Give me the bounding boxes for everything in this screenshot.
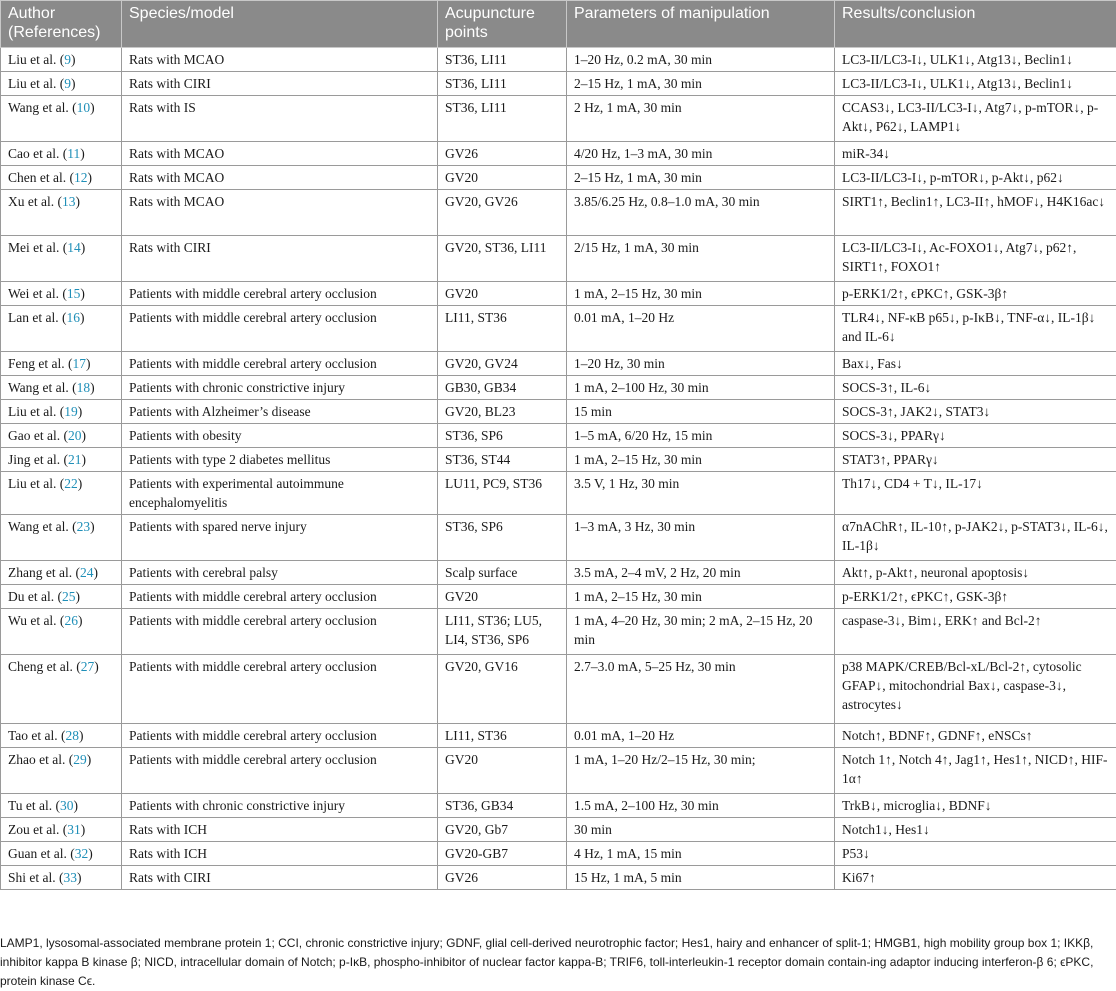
cell-points: ST36, LI11: [438, 48, 567, 72]
reference-link[interactable]: 10: [77, 100, 91, 115]
cell-species: Rats with CIRI: [122, 866, 438, 890]
cell-results: Notch1↓, Hes1↓: [835, 818, 1116, 842]
cell-results: caspase-3↓, Bim↓, ERK↑ and Bcl-2↑: [835, 609, 1116, 655]
author-paren-close: ): [81, 822, 86, 837]
table-row: [1, 748, 1116, 794]
reference-link[interactable]: 24: [80, 565, 94, 580]
cell-author: [1, 515, 122, 561]
author-paren-close: ): [87, 170, 92, 185]
reference-link[interactable]: 13: [62, 194, 76, 209]
table-footnote: LAMP1, lysosomal-associated membrane protein 1; CCI, chronic constrictive injury; GDNF, glial cell-derived neurotrophic factor; Hes1, hairy and enhancer of split-1; HMGB1, high mobility group box 1; IKKβ, inhibitor kappa B kinase β; NICD, intracellular domain of Notch; p-IκB, phospho-inhibitor of nuclear factor kappa-B; TRIF6, toll-interleukin-1 receptor domain contain-ing adaptor inducing interferon-β 6; ϵPKC, protein kinase Cϵ.: [0, 934, 1112, 991]
cell-author: [1, 236, 122, 282]
author-name: Zhao et al. (: [8, 752, 73, 767]
cell-species: Patients with spared nerve injury: [122, 515, 438, 561]
author-name: Shi et al. (: [8, 870, 64, 885]
cell-points: GV20: [438, 282, 567, 306]
cell-results: p-ERK1/2↑, ϵPKC↑, GSK-3β↑: [835, 585, 1116, 609]
cell-points: GV26: [438, 866, 567, 890]
author-name: Chen et al. (: [8, 170, 74, 185]
author-name: Wang et al. (: [8, 519, 77, 534]
author-paren-close: ): [74, 798, 79, 813]
cell-points: GV20, ST36, LI11: [438, 236, 567, 282]
table-row: [1, 842, 1116, 866]
cell-params: 1 mA, 4–20 Hz, 30 min; 2 mA, 2–15 Hz, 20 min: [567, 609, 835, 655]
cell-results: LC3-II/LC3-I↓, ULK1↓, Atg13↓, Beclin1↓: [835, 48, 1116, 72]
cell-points: ST36, LI11: [438, 96, 567, 142]
author-paren-close: ): [86, 356, 91, 371]
cell-author: [1, 724, 122, 748]
cell-params: 3.5 mA, 2–4 mV, 2 Hz, 20 min: [567, 561, 835, 585]
author-name: Guan et al. (: [8, 846, 75, 861]
cell-params: 3.5 V, 1 Hz, 30 min: [567, 472, 835, 515]
table-row: [1, 48, 1116, 72]
table-row: [1, 282, 1116, 306]
cell-results: p-ERK1/2↑, ϵPKC↑, GSK-3β↑: [835, 282, 1116, 306]
cell-params: 2.7–3.0 mA, 5–25 Hz, 30 min: [567, 655, 835, 724]
cell-results: Akt↑, p-Akt↑, neuronal apoptosis↓: [835, 561, 1116, 585]
author-paren-close: ): [71, 52, 76, 67]
author-name: Mei et al. (: [8, 240, 67, 255]
cell-points: GV20: [438, 748, 567, 794]
cell-author: [1, 72, 122, 96]
reference-link[interactable]: 14: [67, 240, 81, 255]
cell-params: 15 min: [567, 400, 835, 424]
reference-link[interactable]: 9: [64, 52, 71, 67]
cell-author: [1, 561, 122, 585]
cell-results: SOCS-3↓, PPARγ↓: [835, 424, 1116, 448]
cell-points: LU11, PC9, ST36: [438, 472, 567, 515]
cell-species: Rats with CIRI: [122, 236, 438, 282]
cell-species: Patients with middle cerebral artery occlusion: [122, 282, 438, 306]
cell-params: 2–15 Hz, 1 mA, 30 min: [567, 166, 835, 190]
author-name: Zhang et al. (: [8, 565, 80, 580]
table-row: [1, 72, 1116, 96]
header-points: Acupuncture points: [438, 1, 567, 48]
cell-author: [1, 866, 122, 890]
cell-author: [1, 794, 122, 818]
cell-params: 0.01 mA, 1–20 Hz: [567, 724, 835, 748]
reference-link[interactable]: 22: [64, 476, 78, 491]
reference-link[interactable]: 18: [77, 380, 91, 395]
author-name: Liu et al. (: [8, 52, 64, 67]
cell-species: Rats with ICH: [122, 842, 438, 866]
cell-points: ST36, SP6: [438, 515, 567, 561]
cell-results: Notch↑, BDNF↑, GDNF↑, eNSCs↑: [835, 724, 1116, 748]
cell-params: 1–5 mA, 6/20 Hz, 15 min: [567, 424, 835, 448]
cell-species: Patients with chronic constrictive injury: [122, 376, 438, 400]
table-row: [1, 655, 1116, 724]
table-row: [1, 515, 1116, 561]
cell-author: [1, 424, 122, 448]
reference-link[interactable]: 20: [68, 428, 82, 443]
cell-params: 30 min: [567, 818, 835, 842]
reference-link[interactable]: 29: [73, 752, 87, 767]
author-name: Wang et al. (: [8, 100, 77, 115]
cell-species: Patients with chronic constrictive injury: [122, 794, 438, 818]
table-row: [1, 400, 1116, 424]
cell-author: [1, 609, 122, 655]
author-paren-close: ): [88, 846, 93, 861]
table-row: [1, 818, 1116, 842]
cell-results: LC3-II/LC3-I↓, p-mTOR↓, p-Akt↓, p62↓: [835, 166, 1116, 190]
table-row: [1, 472, 1116, 515]
cell-points: GV26: [438, 142, 567, 166]
author-paren-close: ): [81, 428, 86, 443]
author-paren-close: ): [75, 194, 80, 209]
cell-author: [1, 352, 122, 376]
author-paren-close: ): [81, 240, 86, 255]
cell-points: GV20, GV26: [438, 190, 567, 236]
reference-link[interactable]: 31: [67, 822, 81, 837]
author-paren-close: ): [93, 565, 98, 580]
cell-points: GV20, GV24: [438, 352, 567, 376]
author-name: Lan et al. (: [8, 310, 66, 325]
table-row: [1, 142, 1116, 166]
author-paren-close: ): [80, 286, 85, 301]
cell-species: Rats with MCAO: [122, 142, 438, 166]
header-params: Parameters of manipulation: [567, 1, 835, 48]
cell-points: ST36, SP6: [438, 424, 567, 448]
cell-species: Patients with middle cerebral artery occlusion: [122, 609, 438, 655]
reference-link[interactable]: 21: [68, 452, 82, 467]
cell-params: 1 mA, 2–15 Hz, 30 min: [567, 282, 835, 306]
cell-author: [1, 282, 122, 306]
cell-species: Patients with middle cerebral artery occlusion: [122, 585, 438, 609]
cell-points: LI11, ST36: [438, 306, 567, 352]
cell-species: Patients with Alzheimer’s disease: [122, 400, 438, 424]
cell-species: Patients with cerebral palsy: [122, 561, 438, 585]
cell-params: 4 Hz, 1 mA, 15 min: [567, 842, 835, 866]
cell-author: [1, 472, 122, 515]
author-name: Liu et al. (: [8, 76, 64, 91]
cell-params: 2 Hz, 1 mA, 30 min: [567, 96, 835, 142]
cell-params: 1 mA, 2–15 Hz, 30 min: [567, 448, 835, 472]
cell-points: GB30, GB34: [438, 376, 567, 400]
cell-species: Patients with middle cerebral artery occlusion: [122, 724, 438, 748]
cell-results: TrkB↓, microglia↓, BDNF↓: [835, 794, 1116, 818]
table-row: [1, 236, 1116, 282]
cell-author: [1, 166, 122, 190]
cell-species: Patients with type 2 diabetes mellitus: [122, 448, 438, 472]
cell-author: [1, 818, 122, 842]
cell-species: Rats with CIRI: [122, 72, 438, 96]
table-row: [1, 306, 1116, 352]
author-name: Xu et al. (: [8, 194, 62, 209]
cell-points: GV20, BL23: [438, 400, 567, 424]
cell-author: [1, 96, 122, 142]
author-name: Tu et al. (: [8, 798, 60, 813]
cell-points: LI11, ST36; LU5, LI4, ST36, SP6: [438, 609, 567, 655]
reference-link[interactable]: 16: [66, 310, 80, 325]
reference-link[interactable]: 23: [77, 519, 91, 534]
cell-results: LC3-II/LC3-I↓, Ac-FOXO1↓, Atg7↓, p62↑, SIRT1↑, FOXO1↑: [835, 236, 1116, 282]
cell-params: 1 mA, 2–100 Hz, 30 min: [567, 376, 835, 400]
author-paren-close: ): [79, 728, 84, 743]
table-row: [1, 352, 1116, 376]
cell-points: GV20, Gb7: [438, 818, 567, 842]
author-name: Zou et al. (: [8, 822, 67, 837]
cell-results: miR-34↓: [835, 142, 1116, 166]
author-paren-close: ): [90, 380, 95, 395]
cell-species: Rats with ICH: [122, 818, 438, 842]
author-name: Cao et al. (: [8, 146, 67, 161]
cell-species: Patients with middle cerebral artery occlusion: [122, 748, 438, 794]
cell-author: [1, 655, 122, 724]
cell-author: [1, 48, 122, 72]
author-paren-close: ): [90, 100, 95, 115]
author-paren-close: ): [90, 519, 95, 534]
cell-results: STAT3↑, PPARγ↓: [835, 448, 1116, 472]
reference-link[interactable]: 19: [64, 404, 78, 419]
table-row: [1, 166, 1116, 190]
table-row: [1, 724, 1116, 748]
cell-results: Ki67↑: [835, 866, 1116, 890]
author-name: Feng et al. (: [8, 356, 72, 371]
author-paren-close: ): [78, 404, 83, 419]
cell-species: Rats with IS: [122, 96, 438, 142]
cell-points: GV20: [438, 585, 567, 609]
table-row: [1, 866, 1116, 890]
cell-species: Rats with MCAO: [122, 190, 438, 236]
cell-params: 2–15 Hz, 1 mA, 30 min: [567, 72, 835, 96]
author-name: Cheng et al. (: [8, 659, 81, 674]
cell-species: Patients with experimental autoimmune encephalomyelitis: [122, 472, 438, 515]
cell-params: 1–3 mA, 3 Hz, 30 min: [567, 515, 835, 561]
table-body: [1, 48, 1116, 890]
author-paren-close: ): [78, 613, 83, 628]
cell-species: Patients with middle cerebral artery occlusion: [122, 306, 438, 352]
cell-results: TLR4↓, NF-κB p65↓, p-IκB↓, TNF-α↓, IL-1β↓ and IL-6↓: [835, 306, 1116, 352]
cell-results: SIRT1↑, Beclin1↑, LC3-II↑, hMOF↓, H4K16ac↓: [835, 190, 1116, 236]
cell-species: Rats with MCAO: [122, 48, 438, 72]
table-row: [1, 448, 1116, 472]
reference-link[interactable]: 26: [64, 613, 78, 628]
reference-link[interactable]: 33: [64, 870, 78, 885]
table-row: [1, 424, 1116, 448]
author-paren-close: ): [78, 476, 83, 491]
cell-points: GV20, GV16: [438, 655, 567, 724]
author-name: Du et al. (: [8, 589, 62, 604]
cell-species: Patients with obesity: [122, 424, 438, 448]
author-name: Wu et al. (: [8, 613, 64, 628]
table-row: [1, 609, 1116, 655]
author-name: Tao et al. (: [8, 728, 66, 743]
cell-params: 1 mA, 1–20 Hz/2–15 Hz, 30 min;: [567, 748, 835, 794]
cell-author: [1, 190, 122, 236]
cell-results: Th17↓, CD4 + T↓, IL-17↓: [835, 472, 1116, 515]
reference-link[interactable]: 11: [67, 146, 80, 161]
reference-link[interactable]: 15: [67, 286, 81, 301]
cell-results: P53↓: [835, 842, 1116, 866]
cell-params: 4/20 Hz, 1–3 mA, 30 min: [567, 142, 835, 166]
cell-author: [1, 400, 122, 424]
author-name: Liu et al. (: [8, 476, 64, 491]
cell-params: 1–20 Hz, 30 min: [567, 352, 835, 376]
cell-params: 1.5 mA, 2–100 Hz, 30 min: [567, 794, 835, 818]
author-paren-close: ): [80, 310, 85, 325]
table-row: [1, 561, 1116, 585]
author-paren-close: ): [71, 76, 76, 91]
cell-author: [1, 585, 122, 609]
author-paren-close: ): [75, 589, 80, 604]
reference-link[interactable]: 28: [66, 728, 80, 743]
cell-points: Scalp surface: [438, 561, 567, 585]
header-species: Species/model: [122, 1, 438, 48]
cell-params: 3.85/6.25 Hz, 0.8–1.0 mA, 30 min: [567, 190, 835, 236]
author-paren-close: ): [94, 659, 99, 674]
header-results: Results/conclusion: [835, 1, 1116, 48]
author-name: Liu et al. (: [8, 404, 64, 419]
cell-params: 0.01 mA, 1–20 Hz: [567, 306, 835, 352]
table-row: [1, 585, 1116, 609]
author-paren-close: ): [87, 752, 92, 767]
reference-link[interactable]: 9: [64, 76, 71, 91]
reference-link[interactable]: 12: [74, 170, 88, 185]
reference-link[interactable]: 27: [81, 659, 95, 674]
table-row: [1, 794, 1116, 818]
cell-results: LC3-II/LC3-I↓, ULK1↓, Atg13↓, Beclin1↓: [835, 72, 1116, 96]
cell-author: [1, 842, 122, 866]
cell-results: Notch 1↑, Notch 4↑, Jag1↑, Hes1↑, NICD↑, HIF-1α↑: [835, 748, 1116, 794]
table-row: [1, 376, 1116, 400]
reference-link[interactable]: 30: [60, 798, 74, 813]
cell-species: Rats with MCAO: [122, 166, 438, 190]
author-paren-close: ): [77, 870, 82, 885]
cell-points: GV20-GB7: [438, 842, 567, 866]
cell-author: [1, 448, 122, 472]
cell-author: [1, 306, 122, 352]
author-name: Jing et al. (: [8, 452, 68, 467]
cell-results: α7nAChR↑, IL-10↑, p-JAK2↓, p-STAT3↓, IL-6↓, IL-1β↓: [835, 515, 1116, 561]
cell-params: 1 mA, 2–15 Hz, 30 min: [567, 585, 835, 609]
header-author: Author (References): [1, 1, 122, 48]
cell-points: ST36, LI11: [438, 72, 567, 96]
reference-link[interactable]: 32: [75, 846, 89, 861]
cell-params: 2/15 Hz, 1 mA, 30 min: [567, 236, 835, 282]
reference-link[interactable]: 25: [62, 589, 76, 604]
cell-author: [1, 142, 122, 166]
author-paren-close: ): [82, 452, 87, 467]
author-paren-close: ): [80, 146, 85, 161]
reference-link[interactable]: 17: [72, 356, 86, 371]
cell-species: Patients with middle cerebral artery occlusion: [122, 352, 438, 376]
cell-points: ST36, GB34: [438, 794, 567, 818]
cell-author: [1, 376, 122, 400]
author-name: Gao et al. (: [8, 428, 68, 443]
cell-params: 15 Hz, 1 mA, 5 min: [567, 866, 835, 890]
cell-author: [1, 748, 122, 794]
cell-results: Bax↓, Fas↓: [835, 352, 1116, 376]
cell-species: Patients with middle cerebral artery occlusion: [122, 655, 438, 724]
cell-results: CCAS3↓, LC3-II/LC3-I↓, Atg7↓, p-mTOR↓, p-Akt↓, P62↓, LAMP1↓: [835, 96, 1116, 142]
author-name: Wang et al. (: [8, 380, 77, 395]
cell-points: GV20: [438, 166, 567, 190]
header-row: [1, 1, 1116, 48]
cell-results: SOCS-3↑, JAK2↓, STAT3↓: [835, 400, 1116, 424]
author-name: Wei et al. (: [8, 286, 67, 301]
cell-points: LI11, ST36: [438, 724, 567, 748]
cell-results: p38 MAPK/CREB/Bcl-xL/Bcl-2↑, cytosolic GFAP↓, mitochondrial Bax↓, caspase-3↓, astrocytes↓: [835, 655, 1116, 724]
table-row: [1, 96, 1116, 142]
cell-points: ST36, ST44: [438, 448, 567, 472]
table-row: [1, 190, 1116, 236]
cell-results: SOCS-3↑, IL-6↓: [835, 376, 1116, 400]
cell-params: 1–20 Hz, 0.2 mA, 30 min: [567, 48, 835, 72]
